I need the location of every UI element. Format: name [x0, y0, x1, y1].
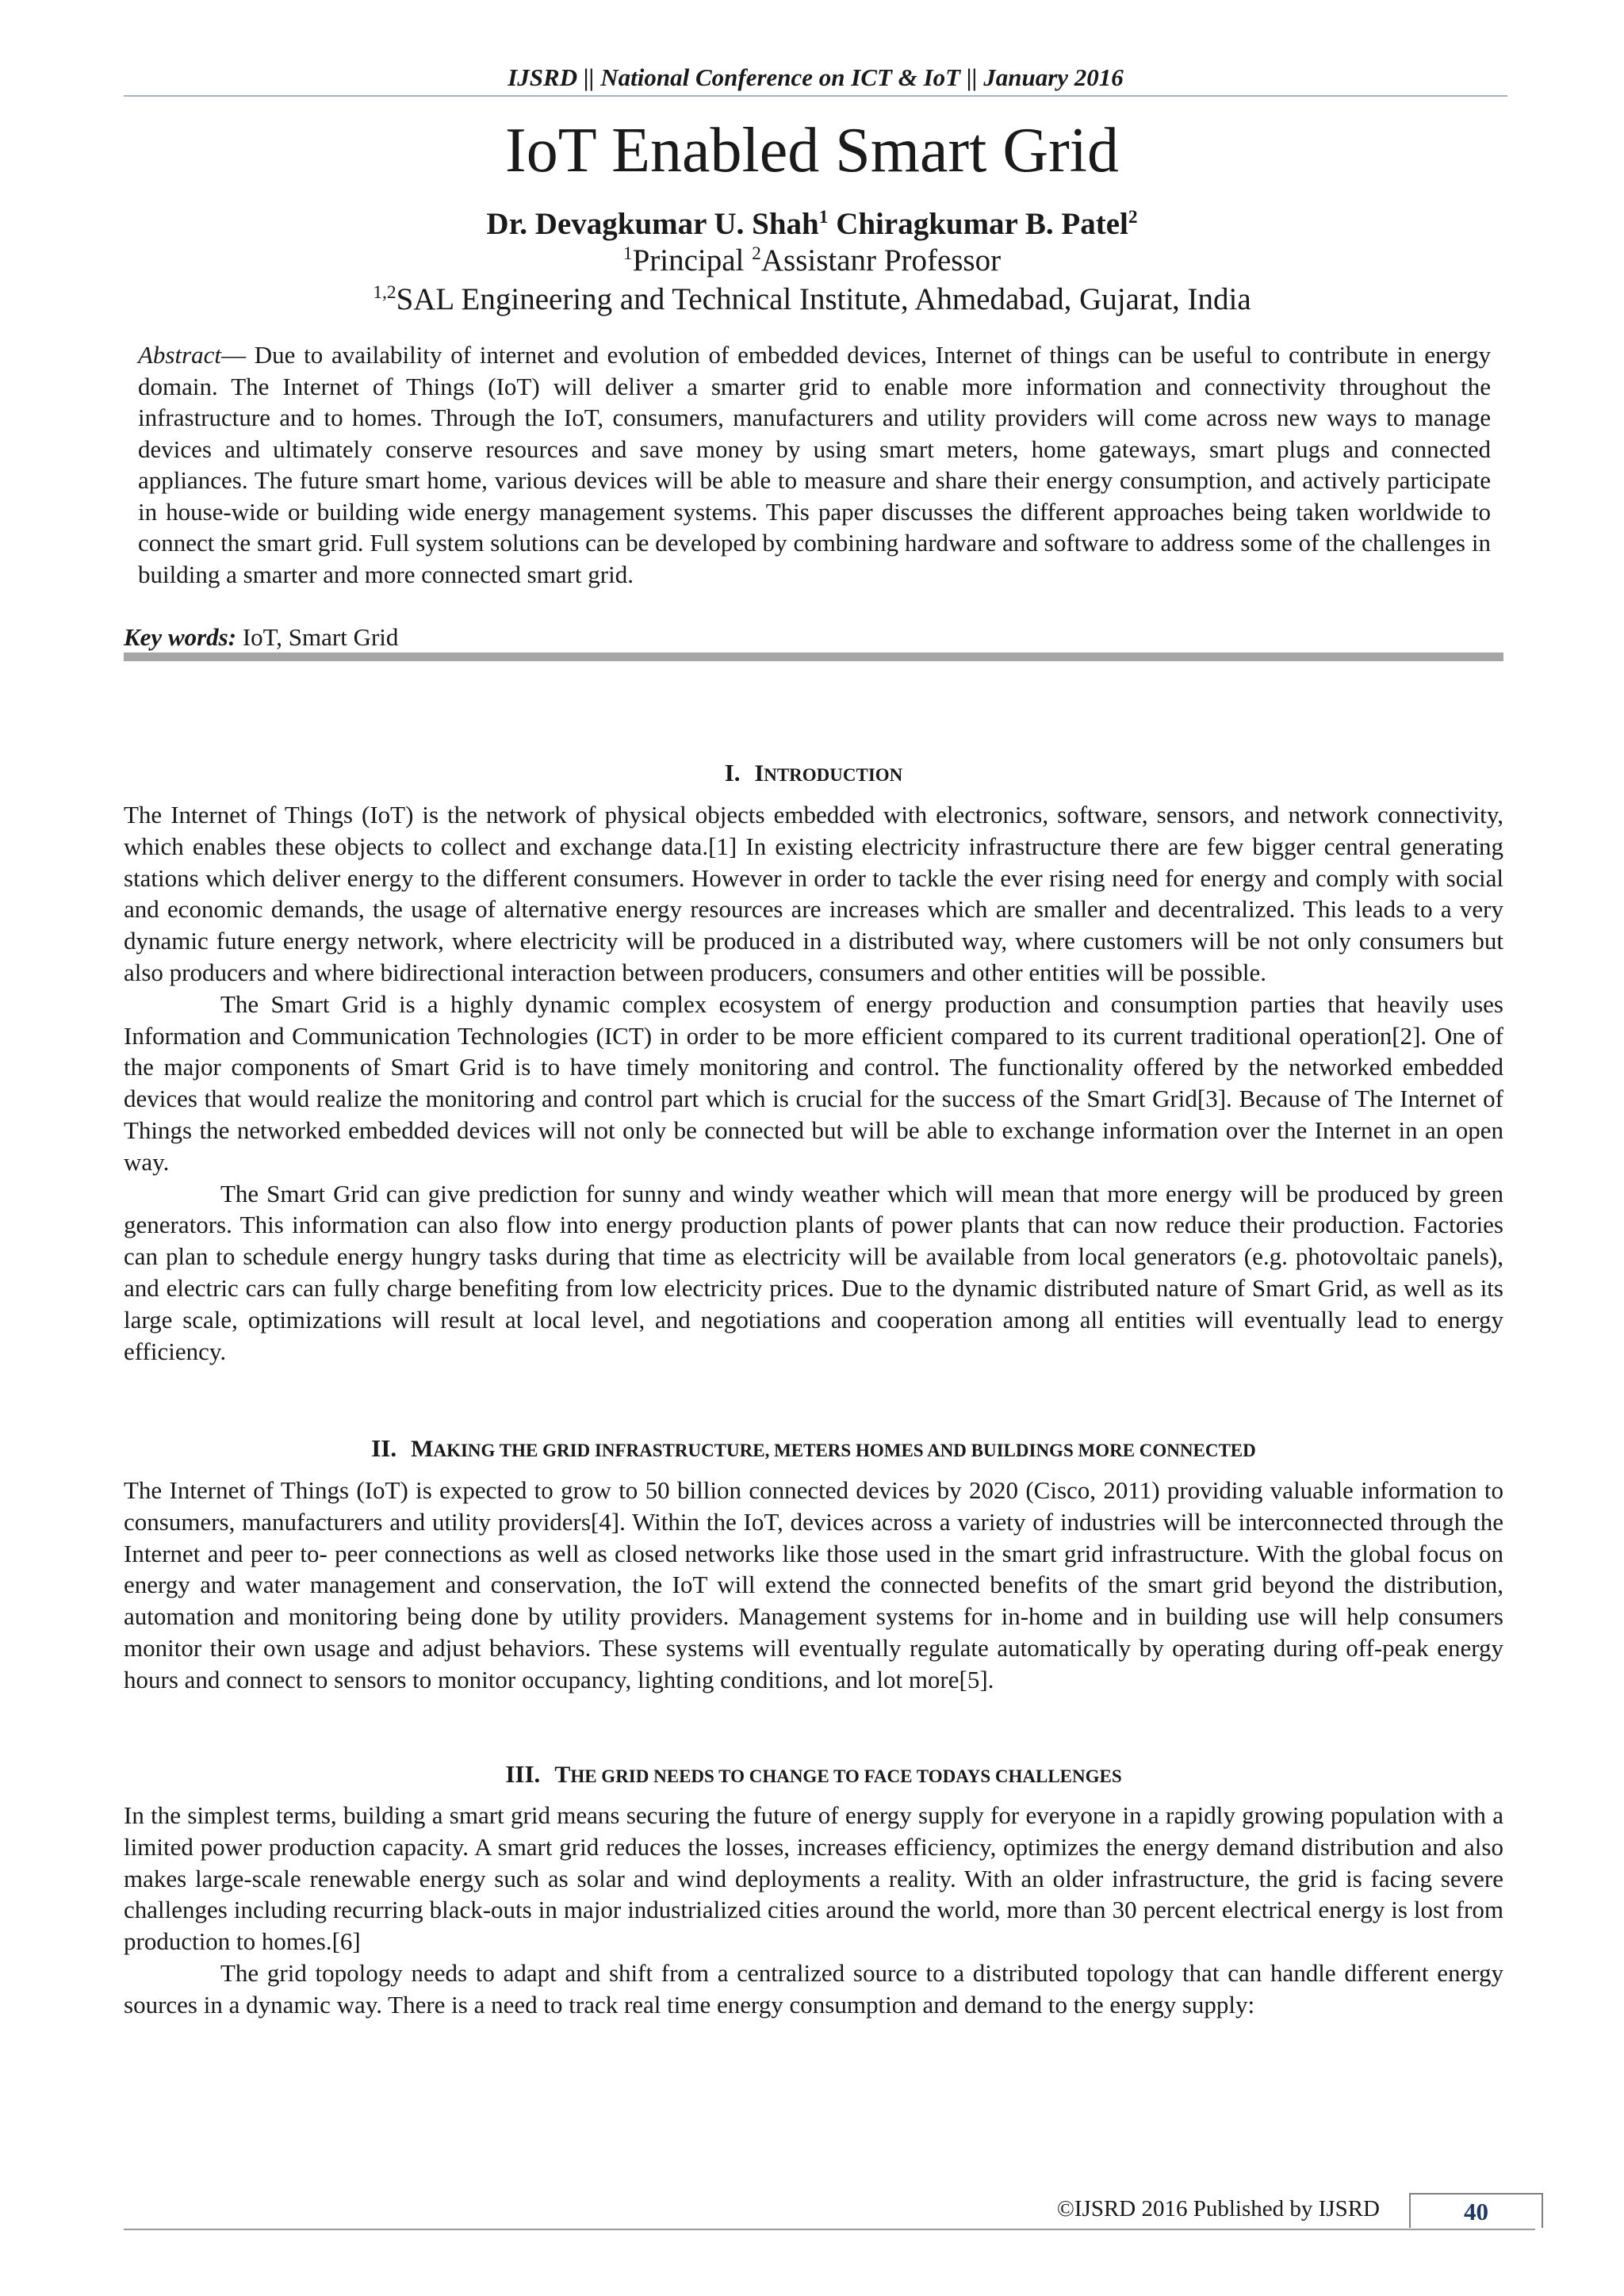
paragraph: In the simplest terms, building a smart grid means securing the future of energy supply for everyone in a rapidly growing population with a limited power production capacity. A smart grid reduces the losses, increases efficiency, optimizes the energy demand distribution and also makes large-scale renewable energy such as solar and wind deployments a reality. With an older infrastructure, the grid is facing severe challenges including recurring black-outs in major industrialized cities around the world, more than 30 percent electrical energy is lost from production to homes.[6]	[124, 1801, 1503, 1956]
affiliation-text: SAL Engineering and Technical Institute, Ahmedabad, Gujarat, India	[396, 282, 1251, 316]
paragraph: The Internet of Things (IoT) is expected to grow to 50 billion connected devices by 2020 (Cisco, 2011) providing valuable information to consumers, manufacturers and utility providers[4]. Within the IoT, devices across a variety of industries will be interconnected through the Internet and peer to- peer connections as well as closed networks like those used in the smart grid infrastructure. With the global focus on energy and water management and conservation, the IoT will extend the connected benefits of the smart grid beyond the distribution, automation and monitoring being done by utility providers. Management systems for in-home and in building use will help consumers monitor their own usage and adjust behaviors. These systems will eventually regulate automatically by operating during off-peak energy hours and connect to sensors to monitor occupancy, lighting conditions, and lot more[5].	[124, 1476, 1503, 1693]
author-1-name: Dr. Devagkumar U. Shah	[486, 207, 819, 241]
role-2: Assistanr Professor	[760, 243, 1002, 277]
paper-title: IoT Enabled Smart Grid	[505, 116, 1119, 186]
section-1-body	[124, 799, 1503, 1367]
role-1: Principal	[632, 243, 753, 277]
keywords-label: Key words:	[124, 623, 237, 651]
abstract-text: — Due to availability of internet and evolution of embedded devices, Internet of things can be useful to contribute in energy domain. The Internet of Things (IoT) will deliver a smarter grid to enable more information and connectivity throughout the infrastructure and to homes. Through the IoT, consumers, manufacturers and utility providers will come across new ways to manage devices and ultimately conserve resources and save money by using smart meters, home gateways, smart plugs and connected appliances. The future smart home, various devices will be able to measure and share their energy consumption, and actively participate in house-wide or building wide energy management systems. This paper discusses the different approaches being taken worldwide to connect the smart grid. Full system solutions can be developed by combining hardware and software to address some of the challenges in building a smarter and more connected smart grid.	[138, 341, 1491, 588]
footer-rule	[124, 2229, 1535, 2230]
section-2-lead: M	[411, 1436, 434, 1462]
keywords	[124, 622, 1472, 653]
author-roles	[0, 242, 1624, 280]
section-3-number: III.	[505, 1760, 541, 1788]
section-heading-2	[124, 1433, 1503, 1467]
author-2-name: Chiragkumar B. Patel	[836, 207, 1128, 241]
footer-publisher: ©IJSRD 2016 Published by IJSRD	[1056, 2196, 1380, 2221]
paragraph: The Internet of Things (IoT) is the network of physical objects embedded with electronics, software, sensors, and network connectivity, which enables these objects to collect and exchange data.[1] In existing electricity infrastructure there are few bigger central generating stations which deliver energy to the different consumers. However in order to tackle the ever rising need for energy and comply with social and economic demands, the usage of alternative energy resources are increases which are smaller and decentralized. This leads to a very dynamic future energy network, where electricity will be produced in a distributed way, where customers will be not only consumers but also producers and where bidirectional interaction between producers, consumers and other entities will be possible.	[124, 801, 1503, 986]
abstract-label: Abstract	[138, 341, 222, 369]
role-2-sup: 2	[752, 243, 761, 264]
affiliation-sup: 1,2	[373, 282, 396, 303]
affiliation	[0, 280, 1624, 320]
section-2-title: AKING THE GRID INFRASTRUCTURE, METERS HOMES AND BUILDINGS MORE CONNECTED	[433, 1441, 1256, 1460]
page-number: 40	[1409, 2193, 1543, 2228]
author-2-sup: 2	[1128, 207, 1138, 228]
section-3-title: HE GRID NEEDS TO CHANGE TO FACE TODAYS CHALLENGES	[570, 1766, 1122, 1786]
paragraph: The Smart Grid is a highly dynamic complex ecosystem of energy production and consumption parties that heavily uses Information and Communication Technologies (ICT) in order to be more efficient compared to its current traditional operation[2]. One of the major components of Smart Grid is to have timely monitoring and control. The functionality offered by the networked embedded devices that would realize the monitoring and control part which is crucial for the success of the Smart Grid[3]. Because of The Internet of Things the networked embedded devices will not only be connected but will be able to exchange information over the Internet in an open way.	[124, 989, 1503, 1176]
role-1-sup: 1	[622, 243, 633, 264]
section-1-number: I.	[724, 759, 741, 786]
section-1-title: NTRODUCTION	[764, 765, 903, 785]
author-1-sup: 1	[818, 207, 829, 228]
abstract	[138, 339, 1491, 590]
section-3-body	[124, 1800, 1503, 2021]
section-2-body	[124, 1475, 1503, 1696]
section-1-lead: I	[754, 760, 764, 786]
header-rule	[124, 95, 1507, 97]
running-head: IJSRD || National Conference on ICT & IoT || January 2016	[508, 63, 1124, 91]
paragraph: The grid topology needs to adapt and shift from a centralized source to a distributed topology that can handle different energy sources in a dynamic way. There is a need to track real time energy consumption and demand to the energy supply:	[124, 1958, 1503, 2019]
keywords-text: IoT, Smart Grid	[236, 623, 399, 651]
paragraph: The Smart Grid can give prediction for sunny and windy weather which will mean that more energy will be produced by green generators. This information can also flow into energy production plants of power plants that can now reduce their production. Factories can plan to schedule energy hungry tasks during that time as electricity will be available from local generators (e.g. photovoltaic panels), and electric cars can fully charge benefiting from low electricity prices. Due to the dynamic distributed nature of Smart Grid, as well as its large scale, optimizations will result at local level, and negotiations and cooperation among all entities will eventually lead to energy efficiency.	[124, 1179, 1503, 1365]
section-3-lead: T	[554, 1762, 571, 1788]
keywords-rule	[124, 652, 1503, 661]
section-2-number: II.	[371, 1434, 397, 1462]
section-heading-1	[124, 757, 1503, 791]
section-heading-3	[124, 1758, 1503, 1793]
author-line	[0, 205, 1624, 244]
